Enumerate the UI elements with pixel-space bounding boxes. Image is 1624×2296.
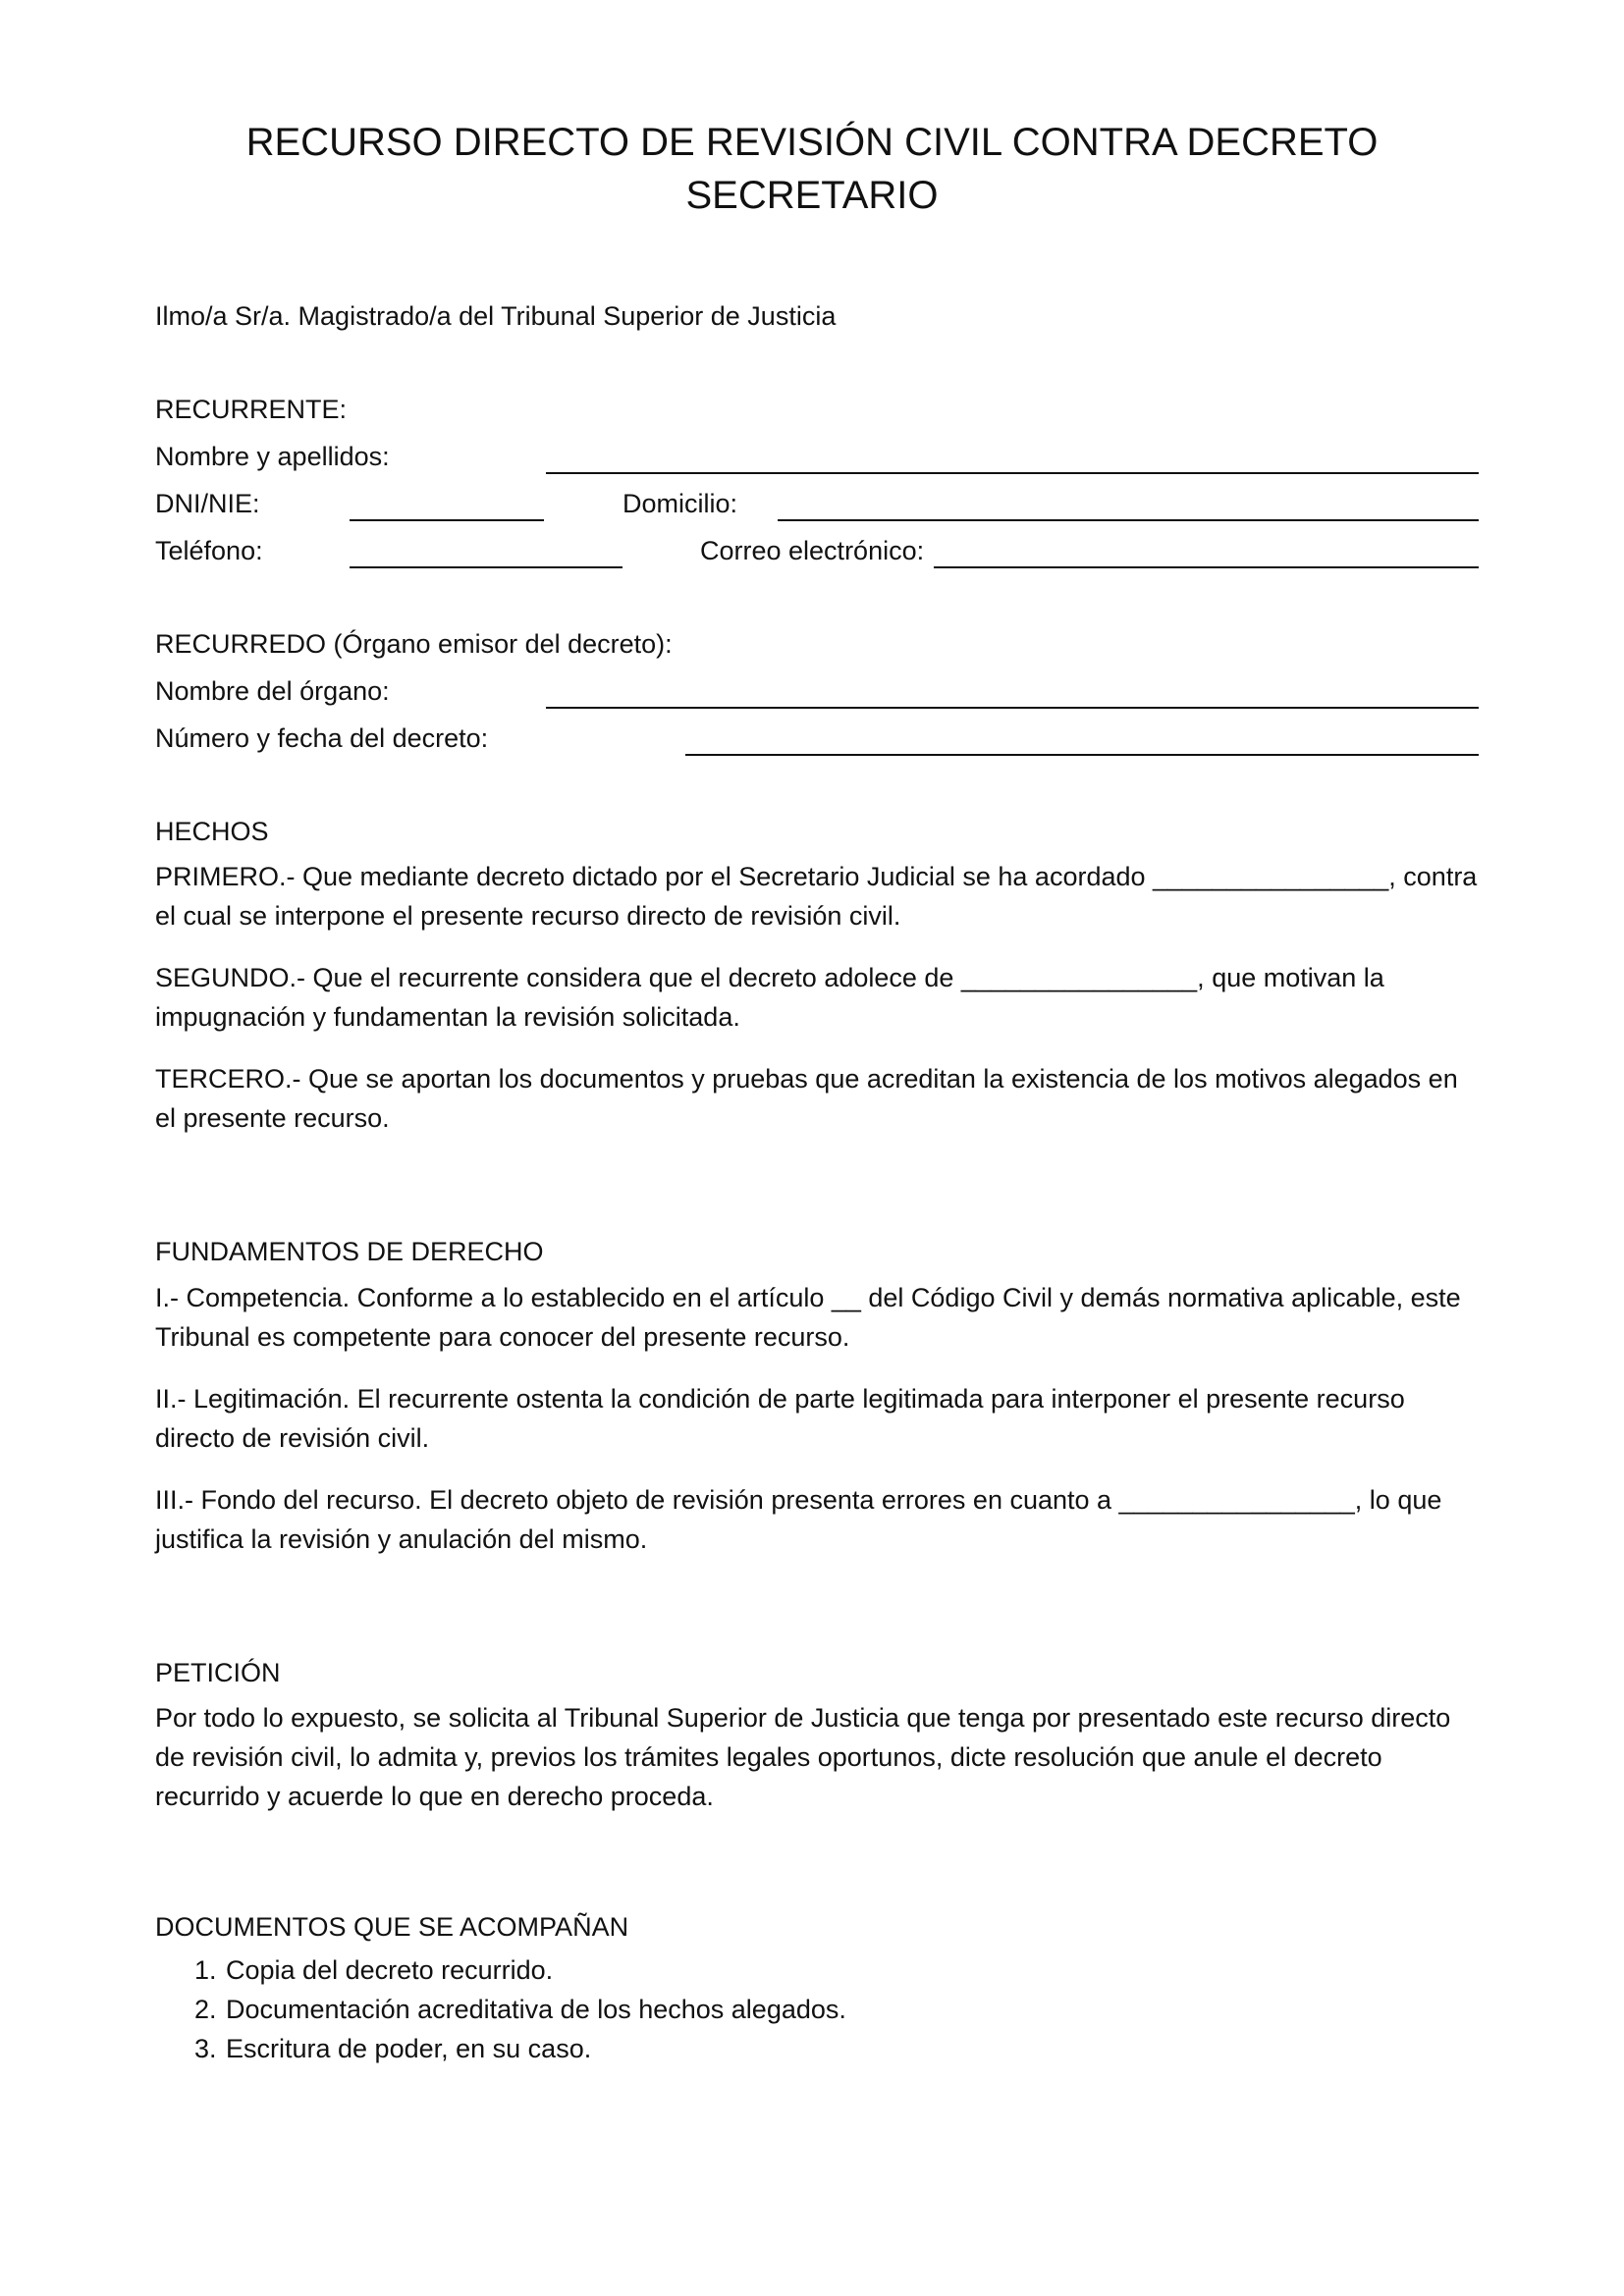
- fundamento-fondo: III.- Fondo del recurso. El decreto objeto de revisión presenta errores en cuanto a ________________, lo que justifica la revisión y anulación del mismo.: [155, 1485, 1442, 1554]
- peticion-text: Por todo lo expuesto, se solicita al Tribunal Superior de Justicia que tenga por presentado este recurso directo de revisión civil, lo admita y, previos los trámites legales oportunos, dicte resolución que anule el decreto recurrido y acuerde lo que en derecho proceda.: [155, 1703, 1451, 1811]
- numero-fecha-field-line[interactable]: [685, 754, 1479, 756]
- fundamentos-heading: FUNDAMENTOS DE DERECHO: [155, 1237, 544, 1266]
- documento-item: 1. Copia del decreto recurrido.: [224, 1950, 846, 1990]
- recurrente-heading: RECURRENTE:: [155, 395, 348, 424]
- hechos-heading: HECHOS: [155, 817, 269, 846]
- document-title-line-1: RECURSO DIRECTO DE REVISIÓN CIVIL CONTRA DECRETO: [245, 121, 1379, 164]
- correo-field-line[interactable]: [934, 566, 1479, 568]
- fundamento-legitimacion: II.- Legitimación. El recurrente ostenta la condición de parte legitimada para interponer el presente recurso directo de revisión civil.: [155, 1384, 1405, 1453]
- recurrido-heading: RECURREDO (Órgano emisor del decreto):: [155, 629, 673, 659]
- document-title-line-2: SECRETARIO: [685, 174, 939, 217]
- name-field-line[interactable]: [546, 472, 1479, 474]
- name-label: Nombre y apellidos:: [155, 442, 390, 471]
- documento-item: 3. Escritura de poder, en su caso.: [224, 2029, 846, 2068]
- domicilio-field-line[interactable]: [778, 519, 1479, 521]
- domicilio-label: Domicilio:: [623, 489, 738, 518]
- telefono-label: Teléfono:: [155, 536, 263, 565]
- fundamento-competencia: I.- Competencia. Conforme a lo establecido en el artículo __ del Código Civil y demás normativa aplicable, este Tribunal es competente para conocer del presente recurso.: [155, 1283, 1461, 1352]
- organo-label: Nombre del órgano:: [155, 676, 390, 706]
- hecho-primero: PRIMERO.- Que mediante decreto dictado por el Secretario Judicial se ha acordado ________________, contra el cual se interpone el presente recurso directo de revisión civil.: [155, 862, 1478, 931]
- documento-item: 2. Documentación acreditativa de los hechos alegados.: [224, 1990, 846, 2029]
- dni-label: DNI/NIE:: [155, 489, 260, 518]
- organo-field-line[interactable]: [546, 707, 1479, 709]
- peticion-heading: PETICIÓN: [155, 1658, 281, 1687]
- documentos-heading: DOCUMENTOS QUE SE ACOMPAÑAN: [155, 1912, 629, 1942]
- addressee: Ilmo/a Sr/a. Magistrado/a del Tribunal Superior de Justicia: [155, 301, 837, 331]
- numero-fecha-label: Número y fecha del decreto:: [155, 723, 489, 753]
- hecho-segundo: SEGUNDO.- Que el recurrente considera que el decreto adolece de ________________, que motivan la impugnación y fundamentan la revisión solicitada.: [155, 963, 1384, 1032]
- dni-field-line[interactable]: [350, 519, 544, 521]
- telefono-field-line[interactable]: [350, 566, 623, 568]
- hecho-tercero: TERCERO.- Que se aportan los documentos y pruebas que acreditan la existencia de los motivos alegados en el presente recurso.: [155, 1064, 1458, 1133]
- correo-label: Correo electrónico:: [700, 536, 925, 565]
- documentos-list: [155, 1950, 846, 2068]
